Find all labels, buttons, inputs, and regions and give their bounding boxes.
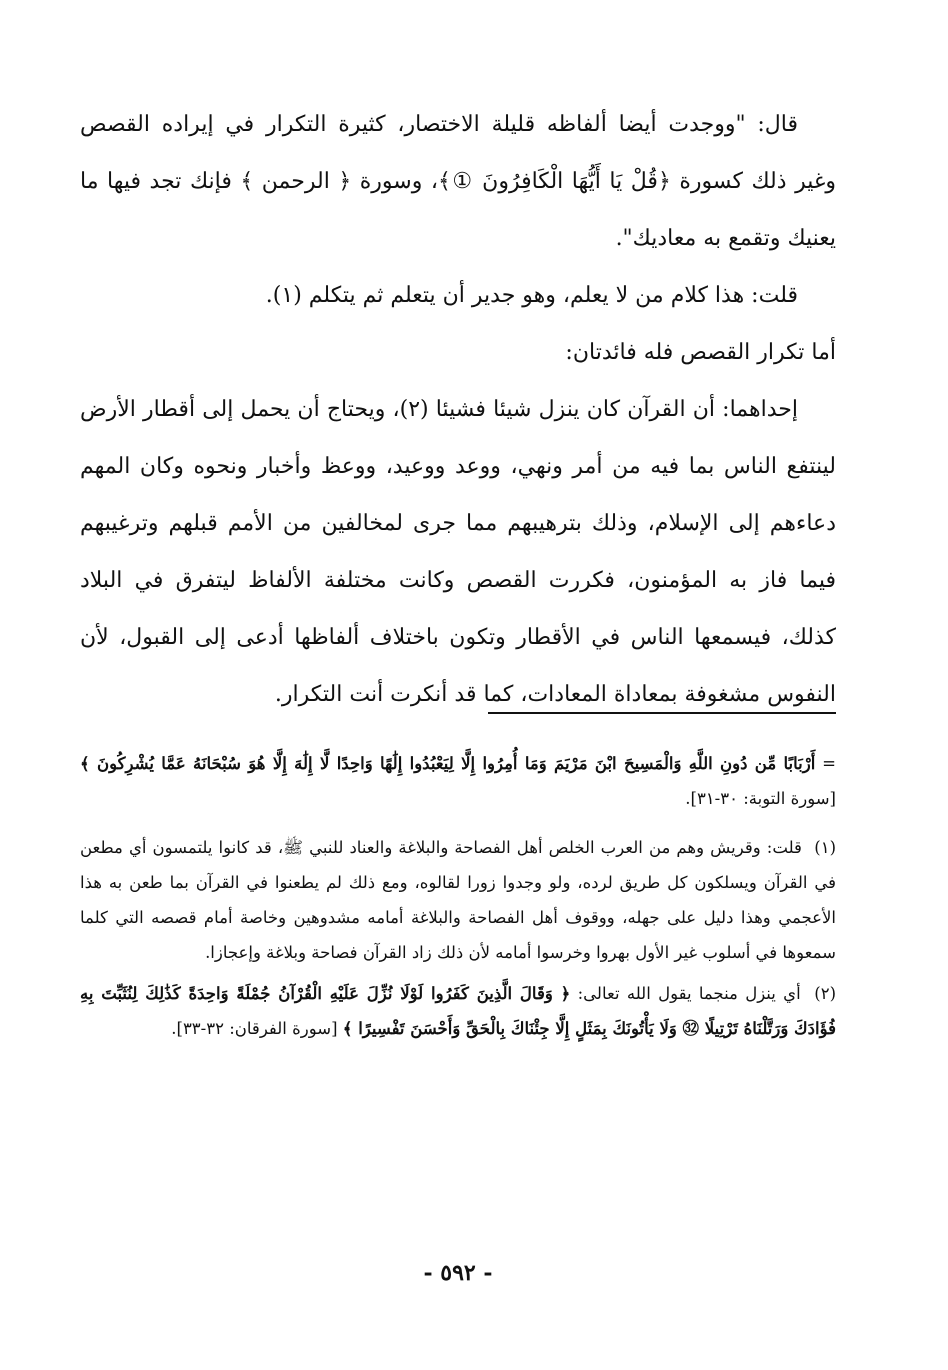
- continuation-quran-verse: أَرْبَابًا مِّن دُونِ اللَّهِ وَالْمَسِيحَ ابْنَ مَرْيَمَ وَمَا أُمِرُوا إِلَّا لِيَعْبُدُوا إِلَٰهًا وَاحِدًا لَّا إِلَٰهَ إِلَّا هُوَ سُبْحَانَهُ عَمَّا يُشْرِكُونَ ﴾: [80, 754, 816, 773]
- paragraph-first-benefit: إحداهما: أن القرآن كان ينزل شيئا فشيئا (٢)، ويحتاج أن يحمل إلى أقطار الأرض لينتفع الناس بما فيه من أمر ونهي، ووعد ووعيد، ووعظ وأخبار ونحوه وكان المهم دعاءهم إلى الإسلام، وذلك بترهيبهم مما جرى لمخالفين من الأمم قبلهم وترغيبهم فيما فاز به المؤمنون، فكررت القصص وكانت مختلفة الألفاظ ليتفرق في البلاد كذلك، فيسمعها الناس في الأقطار وتكون باختلاف ألفاظها أدعى إلى القبول، لأن النفوس مشغوفة بمعاداة المعادات، كما قد أنكرت أنت التكرار.: [80, 397, 836, 707]
- footnote-2-number: (٢): [814, 984, 837, 1003]
- footnote-continuation: [80, 746, 836, 816]
- continuation-marker: =: [822, 754, 836, 773]
- page-number: - ٥٩٢ -: [423, 1260, 493, 1286]
- footnote-2-reference: [سورة الفرقان: ٣٢-٣٣].: [171, 1019, 338, 1038]
- main-text: [80, 96, 836, 723]
- footnote-2-intro: أي ينزل منجما يقول الله تعالى:: [577, 984, 801, 1003]
- footnote-2-quran-verse: ﴿ وَقَالَ الَّذِينَ كَفَرُوا لَوْلَا نُزِّلَ عَلَيْهِ الْقُرْآنُ جُمْلَةً وَاحِدَةً كَذَٰلِكَ لِنُثَبِّتَ بِهِ فُؤَادَكَ وَرَتَّلْنَاهُ تَرْتِيلًا ㉜ وَلَا يَأْتُونَكَ بِمَثَلٍ إِلَّا جِئْنَاكَ بِالْحَقِّ وَأَحْسَنَ تَفْسِيرًا ﴾: [80, 984, 836, 1038]
- footnote-divider: [488, 712, 836, 714]
- continuation-reference: [سورة التوبة: ٣٠-٣١].: [685, 789, 836, 808]
- footnote-1-text: قلت: وقريش وهم من العرب الخلص أهل الفصاحة والبلاغة والعناد للنبي ﷺ، قد كانوا يلتمسون أي مطعن في القرآن ويسلكون كل طريق لرده، ولو وجدوا زورا لقالوه، ومع ذلك لم يطعنوا في القرآن بما طعن به هذا الأعجمي وهذا دليل على جهله، ووقوف أهل الفصاحة والبلاغة أمامه مشدوهين وخاصة أمام قصصه التي كلما سمعوها في أسلوب غير الأول بهروا وخرسوا أمامه لأن ذلك زاد القرآن فصاحة وبلاغة وإعجازا.: [80, 838, 836, 962]
- paragraph-benefits-heading: أما تكرار القصص فله فائدتان:: [565, 340, 836, 365]
- footnote-2: [80, 976, 836, 1046]
- paragraph-quote: قال: "ووجدت أيضا ألفاظه قليلة الاختصار، كثيرة التكرار في إيراده القصص وغير ذلك كسورة ﴿قُلْ يَا أَيُّهَا الْكَافِرُونَ ①﴾، وسورة ﴿ الرحمن ﴾ فإنك تجد فيها ما يعنيك وتقمع به معاديك".: [80, 112, 836, 251]
- book-page: [80, 96, 836, 1370]
- footnote-1: [80, 830, 836, 970]
- footnotes: [80, 746, 836, 1052]
- footnote-1-number: (١): [814, 838, 836, 857]
- paragraph-reply: قلت: هذا كلام من لا يعلم، وهو جدير أن يتعلم ثم يتكلم (١).: [265, 283, 798, 308]
